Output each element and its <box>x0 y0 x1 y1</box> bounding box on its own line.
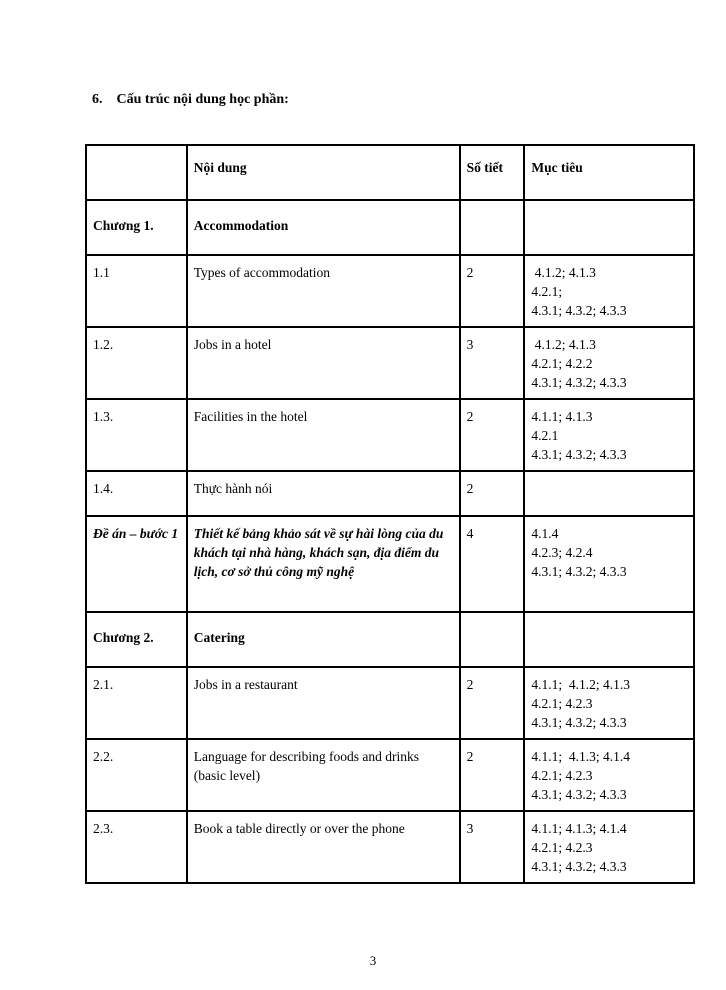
goal-line: 4.1.1; 4.1.3; 4.1.4 <box>531 749 631 764</box>
row-hours: 2 <box>460 667 525 739</box>
row-hours: 3 <box>460 327 525 399</box>
goal-line: 4.1.4 <box>531 526 559 541</box>
section-number: 6. <box>92 92 103 107</box>
table-row <box>86 811 694 883</box>
row-hours: 4 <box>460 516 525 612</box>
table-row <box>86 667 694 739</box>
table-row-project-step-1 <box>86 516 694 612</box>
table-row <box>86 471 694 516</box>
row-goals <box>524 612 694 667</box>
row-id: 1.3. <box>86 399 187 471</box>
header-cell-id <box>86 145 187 200</box>
header-cell-hours: Số tiết <box>460 145 525 200</box>
row-hours: 3 <box>460 811 525 883</box>
goal-line: 4.3.1; 4.3.2; 4.3.3 <box>531 375 627 390</box>
goal-line: 4.1.2; 4.1.3 <box>531 337 596 352</box>
row-content: Jobs in a hotel <box>187 327 460 399</box>
goal-line: 4.2.1; <box>531 284 563 299</box>
row-content: Thực hành nói <box>187 471 460 516</box>
row-goals <box>524 255 694 327</box>
goal-line: 4.3.1; 4.3.2; 4.3.3 <box>531 564 627 579</box>
row-id: Chương 2. <box>86 612 187 667</box>
row-id: 1.4. <box>86 471 187 516</box>
goal-line: 4.2.1; 4.2.3 <box>531 840 593 855</box>
row-goals <box>524 739 694 811</box>
row-goals <box>524 200 694 255</box>
goal-line: 4.2.1; 4.2.3 <box>531 696 593 711</box>
row-goals <box>524 667 694 739</box>
header-cell-goals: Mục tiêu <box>524 145 694 200</box>
goal-line: 4.3.1; 4.3.2; 4.3.3 <box>531 303 627 318</box>
goal-line: 4.3.1; 4.3.2; 4.3.3 <box>531 787 627 802</box>
row-content: Jobs in a restaurant <box>187 667 460 739</box>
row-hours: 2 <box>460 739 525 811</box>
row-id: 1.2. <box>86 327 187 399</box>
row-hours <box>460 200 525 255</box>
goal-line: 4.2.1 <box>531 428 559 443</box>
row-id: Đề án – bước 1 <box>86 516 187 612</box>
table-row <box>86 255 694 327</box>
goal-line: 4.1.1; 4.1.3 <box>531 409 593 424</box>
row-content: Catering <box>187 612 460 667</box>
table-header-row <box>86 145 694 200</box>
row-hours <box>460 612 525 667</box>
goal-line: 4.3.1; 4.3.2; 4.3.3 <box>531 715 627 730</box>
section-title: Cấu trúc nội dung học phần: <box>116 92 289 107</box>
row-id: Chương 1. <box>86 200 187 255</box>
table-row <box>86 739 694 811</box>
table-row-chapter-2 <box>86 612 694 667</box>
row-id: 2.3. <box>86 811 187 883</box>
row-id: 2.2. <box>86 739 187 811</box>
table-row <box>86 399 694 471</box>
goal-line: 4.1.1; 4.1.2; 4.1.3 <box>531 677 631 692</box>
row-hours: 2 <box>460 399 525 471</box>
page-number: 3 <box>369 953 377 968</box>
row-content: Thiết kế bảng khảo sát về sự hài lòng của du khách tại nhà hàng, khách sạn, địa điểm du lịch, cơ sở thủ công mỹ nghệ <box>187 516 460 612</box>
goal-line: 4.1.2; 4.1.3 <box>531 265 596 280</box>
row-content: Book a table directly or over the phone <box>187 811 460 883</box>
row-goals <box>524 516 694 612</box>
course-content-table <box>85 144 695 884</box>
goal-line: 4.1.1; 4.1.3; 4.1.4 <box>531 821 627 836</box>
row-hours: 2 <box>460 471 525 516</box>
goal-line: 4.2.3; 4.2.4 <box>531 545 593 560</box>
section-heading <box>92 92 289 108</box>
row-id: 2.1. <box>86 667 187 739</box>
row-content: Types of accommodation <box>187 255 460 327</box>
row-hours: 2 <box>460 255 525 327</box>
row-id: 1.1 <box>86 255 187 327</box>
table-row-chapter-1 <box>86 200 694 255</box>
row-goals <box>524 471 694 516</box>
row-content: Accommodation <box>187 200 460 255</box>
goal-line: 4.3.1; 4.3.2; 4.3.3 <box>531 859 627 874</box>
row-content: Facilities in the hotel <box>187 399 460 471</box>
goal-line: 4.2.1; 4.2.2 <box>531 356 593 371</box>
row-goals <box>524 399 694 471</box>
row-content: Language for describing foods and drinks (basic level) <box>187 739 460 811</box>
goal-line: 4.2.1; 4.2.3 <box>531 768 593 783</box>
header-cell-content: Nội dung <box>187 145 460 200</box>
row-goals <box>524 327 694 399</box>
goal-line: 4.3.1; 4.3.2; 4.3.3 <box>531 447 627 462</box>
row-goals <box>524 811 694 883</box>
table-row <box>86 327 694 399</box>
